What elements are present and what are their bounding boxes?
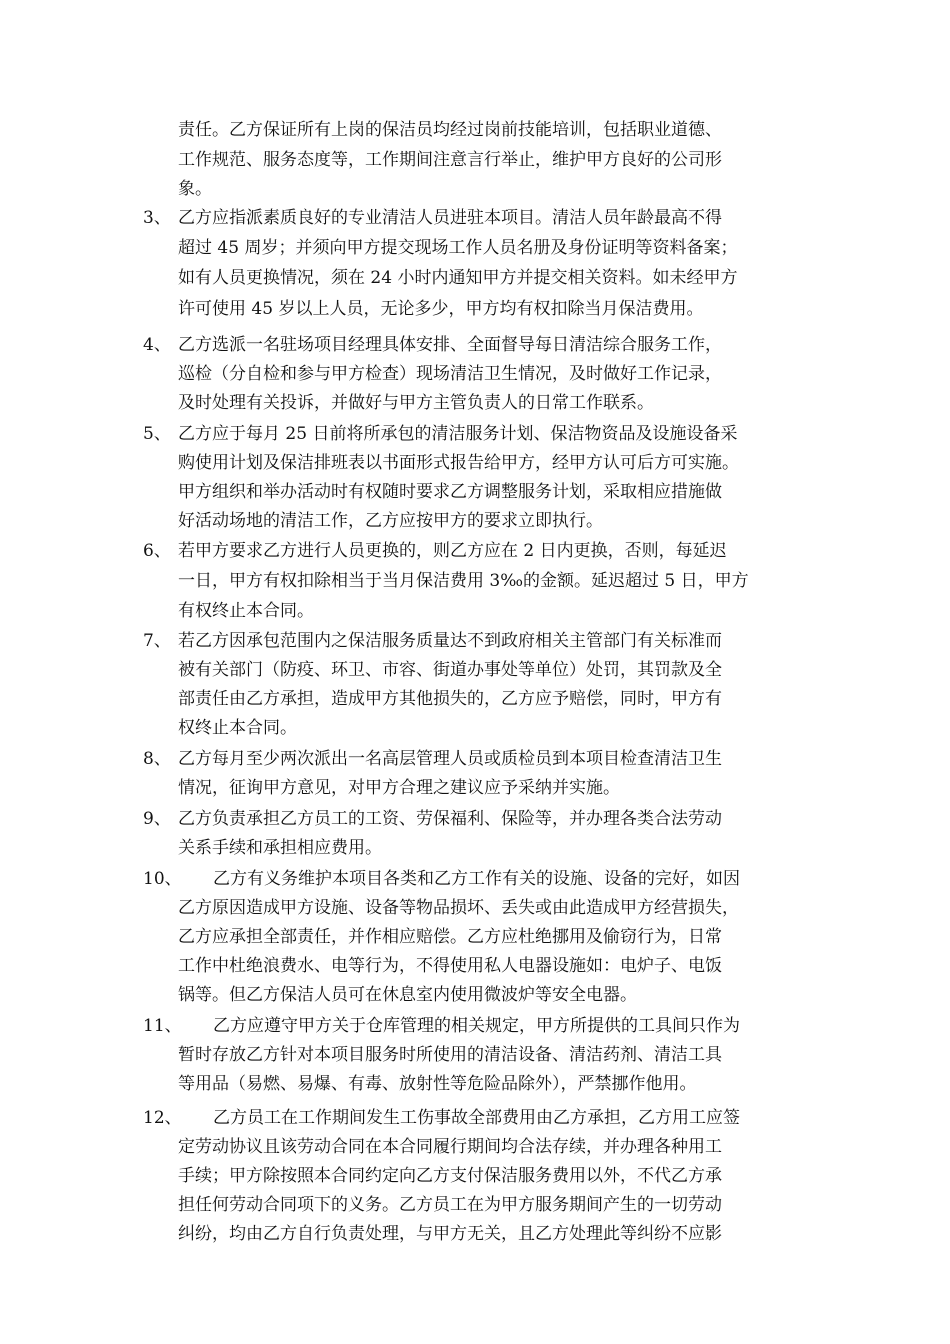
item-line: 好活动场地的清洁工作，乙方应按甲方的要求立即执行。: [178, 511, 603, 531]
intro-line: 工作规范、服务态度等，工作期间注意言行举止，维护甲方良好的公司形: [178, 150, 722, 170]
item-line: 被有关部门（防疫、环卫、市容、街道办事处等单位）处罚，其罚款及全: [178, 660, 722, 680]
item-line: 手续；甲方除按照本合同约定向乙方支付保洁服务费用以外，不代乙方承: [178, 1166, 722, 1186]
intro-line: 责任。乙方保证所有上岗的保洁员均经过岗前技能培训，包括职业道德、: [178, 120, 722, 140]
item-line: 暂时存放乙方针对本项目服务时所使用的清洁设备、清洁药剂、清洁工具: [178, 1045, 722, 1065]
item-line: 乙方应遵守甲方关于仓库管理的相关规定，甲方所提供的工具间只作为: [213, 1016, 740, 1036]
item-line: 巡检（分自检和参与甲方检查）现场清洁卫生情况，及时做好工作记录，: [178, 364, 722, 384]
item-line: 若甲方要求乙方进行人员更换的，则乙方应在 2 日内更换，否则，每延迟: [178, 541, 727, 561]
item-number: 3、: [143, 208, 171, 228]
item-line: 乙方原因造成甲方设施、设备等物品损坏、丢失或由此造成甲方经营损失，: [178, 898, 739, 918]
item-line: 乙方应于每月 25 日前将所承包的清洁服务计划、保洁物资品及设施设备采: [178, 424, 738, 444]
item-line: 等用品（易燃、易爆、有毒、放射性等危险品除外），严禁挪作他用。: [178, 1074, 697, 1094]
item-number: 11、: [143, 1016, 182, 1036]
item-line: 乙方每月至少两次派出一名高层管理人员或质检员到本项目检查清洁卫生: [178, 749, 722, 769]
item-line: 担任何劳动合同项下的义务。乙方员工在为甲方服务期间产生的一切劳动: [178, 1195, 722, 1215]
item-line: 若乙方因承包范围内之保洁服务质量达不到政府相关主管部门有关标准而: [178, 631, 722, 651]
item-line: 乙方应指派素质良好的专业清洁人员进驻本项目。清洁人员年龄最高不得: [178, 208, 722, 228]
item-line: 定劳动协议且该劳动合同在本合同履行期间均合法存续，并办理各种用工: [178, 1137, 722, 1157]
item-line: 权终止本合同。: [178, 718, 297, 738]
item-line: 情况，征询甲方意见，对甲方合理之建议应予采纳并实施。: [178, 778, 620, 798]
intro-line: 象。: [178, 179, 212, 199]
item-number: 10、: [143, 869, 182, 889]
item-number: 5、: [143, 424, 171, 444]
item-line: 乙方应承担全部责任，并作相应赔偿。乙方应杜绝挪用及偷窃行为，日常: [178, 927, 722, 947]
item-line: 乙方负责承担乙方员工的工资、劳保福利、保险等，并办理各类合法劳动: [178, 809, 722, 829]
item-line: 工作中杜绝浪费水、电等行为，不得使用私人电器设施如：电炉子、电饭: [178, 956, 722, 976]
item-line: 锅等。但乙方保洁人员可在休息室内使用微波炉等安全电器。: [178, 985, 637, 1005]
item-number: 6、: [143, 541, 171, 561]
item-line: 有权终止本合同。: [178, 601, 314, 621]
item-number: 4、: [143, 335, 171, 355]
item-line: 纠纷，均由乙方自行负责处理，与甲方无关，且乙方处理此等纠纷不应影: [178, 1224, 722, 1244]
item-line: 许可使用 45 岁以上人员，无论多少，甲方均有权扣除当月保洁费用。: [178, 299, 704, 319]
item-line: 如有人员更换情况，须在 24 小时内通知甲方并提交相关资料。如未经甲方: [178, 268, 738, 288]
item-line: 及时处理有关投诉，并做好与甲方主管负责人的日常工作联系。: [178, 393, 654, 413]
item-line: 乙方选派一名驻场项目经理具体安排、全面督导每日清洁综合服务工作，: [178, 335, 722, 355]
item-number: 12、: [143, 1108, 182, 1128]
item-number: 8、: [143, 749, 171, 769]
item-line: 甲方组织和举办活动时有权随时要求乙方调整服务计划，采取相应措施做: [178, 482, 722, 502]
item-number: 7、: [143, 631, 171, 651]
item-line: 超过 45 周岁；并须向甲方提交现场工作人员名册及身份证明等资料备案；: [178, 238, 738, 258]
item-line: 乙方有义务维护本项目各类和乙方工作有关的设施、设备的完好，如因: [213, 869, 740, 889]
item-number: 9、: [143, 809, 171, 829]
item-line: 部责任由乙方承担，造成甲方其他损失的，乙方应予赔偿，同时，甲方有: [178, 689, 722, 709]
item-line: 一日，甲方有权扣除相当于当月保洁费用 3‰的金额。延迟超过 5 日，甲方: [178, 571, 749, 591]
item-line: 关系手续和承担相应费用。: [178, 838, 382, 858]
item-line: 乙方员工在工作期间发生工伤事故全部费用由乙方承担，乙方用工应签: [213, 1108, 740, 1128]
item-line: 购使用计划及保洁排班表以书面形式报告给甲方，经甲方认可后方可实施。: [178, 453, 739, 473]
